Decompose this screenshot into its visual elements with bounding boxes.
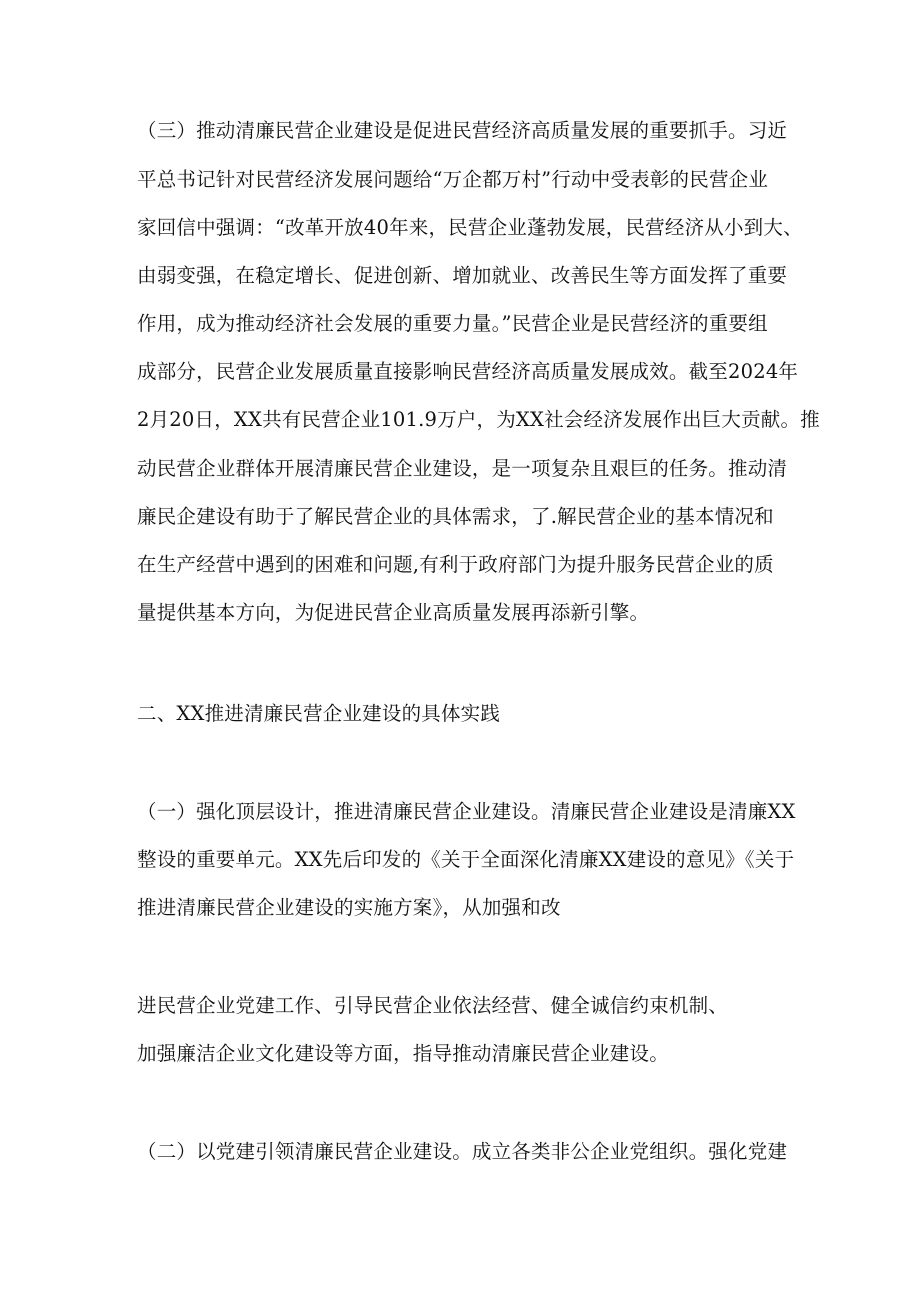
text-line: 加强廉洁企业文化建设等方面，指导推动清廉民营企业建设。 (137, 1042, 669, 1065)
text-line: 平总书记针对民营经济发展问题给“万企都万村”行动中受表彰的民营企业 (137, 168, 769, 191)
text-line: （三）推动清廉民营企业建设是促进民营经济高质量发展的重要抓手。习近 (137, 119, 788, 142)
text-line: 由弱变强，在稳定增长、促进创新、增加就业、改善民生等方面发挥了重要 (137, 264, 788, 287)
text-line: 家回信中强调：“改革开放40年来，民营企业蓬勃发展，民营经济从小到大、 (137, 216, 803, 239)
text-line: 整设的重要单元。XX先后印发的《关于全面深化清廉XX建设的意见》《关于 (137, 848, 795, 871)
text-line: 2月20日，XX共有民营企业101.9万户，为XX社会经济发展作出巨大贡献。推 (137, 408, 820, 431)
text-line: 成部分，民营企业发展质量直接影响民营经济高质量发展成效。截至2024年 (137, 360, 799, 383)
text-line: （二）以党建引领清廉民营企业建设。成立各类非公企业党组织。强化党建 (137, 1140, 788, 1163)
text-line: 进民营企业党建工作、引导民营企业依法经营、健全诚信约束机制、 (137, 994, 729, 1017)
section-heading: 二、XX推进清廉民营企业建设的具体实践 (137, 702, 501, 725)
text-line: 动民营企业群体开展清廉民营企业建设，是一项复杂且艰巨的任务。推动清 (137, 457, 788, 480)
text-line: 作用，成为推动经济社会发展的重要力量。”民营企业是民营经济的重要组 (137, 312, 768, 335)
text-line: 推进清廉民营企业建设的实施方案》，从加强和改 (137, 896, 561, 919)
text-line: 廉民企建设有助于了解民营企业的具体需求，了.解民营企业的基本情况和 (137, 505, 774, 528)
text-line: 在生产经营中遇到的困难和问题,有利于政府部门为提升服务民营企业的质 (137, 553, 774, 576)
text-line: （一）强化顶层设计，推进清廉民营企业建设。清廉民营企业建设是清廉XX (137, 800, 796, 823)
text-line: 量提供基本方向，为促进民营企业高质量发展再添新引擎。 (137, 601, 650, 624)
